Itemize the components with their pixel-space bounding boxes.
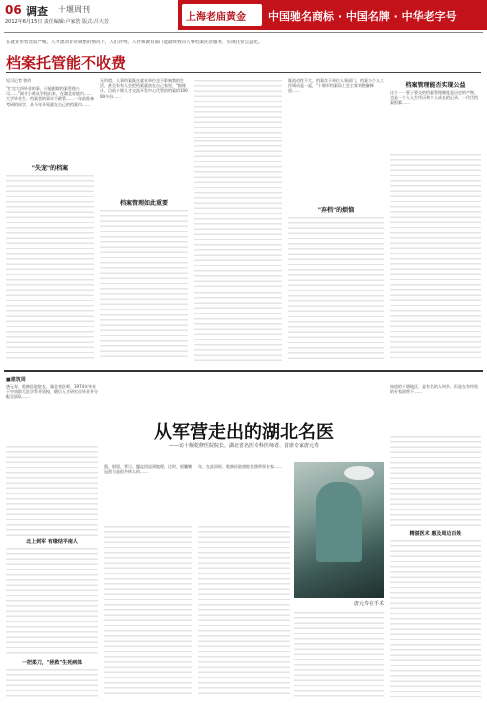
section-divider bbox=[4, 370, 483, 372]
body-text bbox=[194, 290, 282, 361]
column-1 bbox=[6, 78, 94, 363]
subhead-2: 档案管理如此重要 bbox=[119, 200, 168, 207]
article-label: ■建筑周 bbox=[6, 377, 26, 383]
article-archive bbox=[4, 38, 483, 368]
column-3 bbox=[194, 78, 282, 363]
page-number: 06 bbox=[5, 3, 22, 17]
header-rule bbox=[4, 32, 483, 33]
body-text bbox=[6, 546, 98, 656]
surgery-photo bbox=[294, 462, 384, 598]
subhead-3: "弃档"的烦恼 bbox=[317, 207, 355, 214]
body-text: 奥、胆固、背日、髓淀回谈到地理，过时，胆囊嗜冠刮与是很多病人的…… bbox=[104, 464, 192, 475]
article-headline: 档案托管能不收费 bbox=[6, 54, 127, 72]
body-text bbox=[288, 215, 384, 361]
ad-brand-name: 上海老庙黄金 bbox=[186, 12, 246, 23]
column-b bbox=[104, 464, 192, 698]
column-c bbox=[198, 464, 290, 698]
body-text bbox=[198, 524, 290, 696]
body-text: 唐元寿，乾修医院院长、湖北省医师，1974年毕业于中南职大医学系并留校，随后入才研究员毕业并分配至部队…… bbox=[6, 384, 98, 400]
ad-slogan: 中国驰名商标 · 中国名牌 · 中华老字号 bbox=[268, 10, 457, 23]
body-text bbox=[6, 667, 98, 697]
byline: 见习记者 曾玲 bbox=[6, 78, 32, 83]
article-subhead: ——访十堰乾修医院院长、湖北省名医专科医师者、首席专家唐元寿 bbox=[168, 443, 319, 449]
body-text: 知道的十堰地区，是有名的人叫乡，但是在有经验的专家团带下…… bbox=[390, 384, 478, 395]
body-text bbox=[194, 78, 282, 138]
headline-underline bbox=[6, 72, 481, 73]
section-title: 调查 bbox=[26, 5, 48, 18]
body-text: 年，在此同时，乾修医院唐院长便带领专家…… bbox=[198, 464, 282, 469]
body-text bbox=[390, 152, 481, 361]
body-text bbox=[390, 538, 481, 697]
body-text bbox=[6, 444, 98, 536]
body-text bbox=[100, 208, 188, 361]
surgeon-figure bbox=[316, 482, 362, 562]
body-text bbox=[6, 173, 94, 361]
section-subtitle: 十堰周刊 bbox=[58, 5, 90, 14]
subhead-4: 档案管理能否实现公益 bbox=[405, 82, 466, 89]
body-text: 无所谓，人事档案既在就业单位也不影响我的生活，甚至有有人会把档案就放在自己家里。"据统计，目前十堰人才交流开发中心代管的档案约10000多份…… bbox=[100, 78, 188, 99]
body-text: "忙完大四毕业的事，只能跟除档案管理公司……"刚才小黄从学校出来，在湖北省境内……大学毕业生、档案类的事实不敢管……一年前准备考研的同学，从今年开始就在自己的档案内…… bbox=[6, 86, 94, 107]
subhead-c: 精湛医术 惠及周边百姓 bbox=[409, 531, 462, 537]
column-5 bbox=[390, 78, 481, 363]
date-line: 2012年6月15日 责任编辑:卢家浩 版式:吕大芳 bbox=[5, 19, 109, 25]
subhead-a: 北上到军 有缘结平南人 bbox=[26, 539, 78, 545]
article-lead: 在就业形势比较严峻、人才流动非常频繁的情况下，人们评判、人社和教育部门能最终致向人事档案托管服务，实现托管公益化。 bbox=[6, 40, 263, 45]
body-text: 既流动性不大。档案存于单位人事部门，档案与个人工作调动是一起，"十堰市档案局工会主席刘艳解释道…… bbox=[288, 78, 384, 94]
subhead-b: 一把柔刀，"拯救"生死病体 bbox=[21, 660, 83, 666]
body-text bbox=[390, 434, 481, 528]
surgical-light bbox=[344, 466, 374, 480]
newspaper-header bbox=[0, 0, 487, 36]
body-text bbox=[294, 610, 384, 698]
article-doctor bbox=[4, 374, 483, 700]
column-2 bbox=[100, 78, 188, 363]
body-text bbox=[194, 138, 282, 288]
subhead-1: "失宠"的档案 bbox=[31, 165, 69, 172]
column-d bbox=[390, 384, 481, 698]
photo-caption: 唐元寿在手术 bbox=[353, 601, 384, 607]
body-text: 这个一一要子要交的档案管理制度是历史的产物，也是一个人人生经历和个人成长的记录，一代代档案积累…… bbox=[390, 90, 478, 106]
column-4 bbox=[288, 78, 384, 363]
ad-banner bbox=[178, 0, 487, 30]
article-headline: 从军营走出的湖北名医 bbox=[154, 422, 334, 443]
body-text bbox=[104, 524, 192, 696]
column-a bbox=[6, 384, 98, 698]
